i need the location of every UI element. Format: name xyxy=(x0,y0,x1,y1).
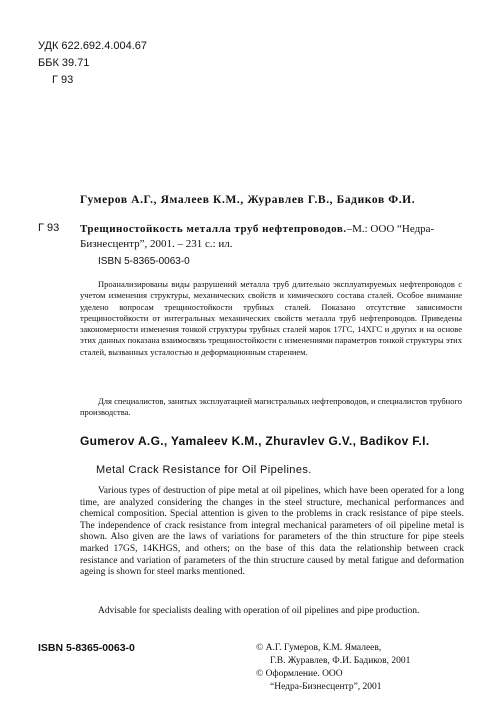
copyright-design: © Оформление. ООО xyxy=(256,669,343,679)
bbk-code: ББК 39.71 xyxy=(38,57,90,69)
russian-title-block xyxy=(80,222,462,252)
copyright-authors-cont: Г.В. Журавлев, Ф.И. Бадиков, 2001 xyxy=(270,656,411,666)
russian-authors: Гумеров А.Г., Ямалеев К.М., Журавлев Г.В., Бадиков Ф.И. xyxy=(80,194,416,206)
copyright-publisher: “Недра-Бизнесцентр”, 2001 xyxy=(270,682,382,692)
footer-isbn: ISBN 5-8365-0063-0 xyxy=(38,642,135,654)
english-title: Metal Crack Resistance for Oil Pipelines. xyxy=(96,464,312,476)
author-mark: Г 93 xyxy=(38,222,60,234)
russian-audience: Для специалистов, занятых эксплуатацией магистральных нефтепроводов, и специалистов трубного производства. xyxy=(80,396,462,418)
copyright-authors: © А.Г. Гумеров, К.М. Ямалеев, xyxy=(256,643,382,653)
russian-isbn: ISBN 5-8365-0063-0 xyxy=(98,256,190,267)
english-abstract: Various types of destruction of pipe metal at oil pipelines, which have been operated for a long time, are analyzed considering the changes in the steel structure, mechanical performances and chemical composition. Special attention is given to the problems in crack resistance of pipe steels. The independence of crack resistance from integral mechanical parameters of oil pipeline metal is shown. Also given are the laws of variations for parameters of the thin structure for pipe steels marked 17GS, 14KHGS, and others; on the base of this data the relationship between crack resistance and variation of parameters of the thin structure caused by metal fatigue and deformation ageing is shown for steel marks mentioned. xyxy=(80,486,464,578)
russian-title: Трещиностойкость металла труб нефтепроводов. xyxy=(80,223,347,235)
udk-code: УДК 622.692.4.004.67 xyxy=(38,40,148,52)
english-authors: Gumerov A.G., Yamaleev K.M., Zhuravlev G.V., Badikov F.I. xyxy=(80,434,430,448)
russian-publication: –М.: ООО “Недра-Бизнесцентр”, 2001. – 231 с.: ил. xyxy=(80,223,435,250)
english-audience: Advisable for specialists dealing with operation of oil pipelines and pipe production. xyxy=(98,606,420,616)
russian-abstract: Проанализированы виды разрушений металла труб длительно эксплуатируемых нефтепроводов с учетом изменения структуры, механических свойств и химического состава сталей. Особое внимание уделено вопросам трещиностойкости трубных сталей. Показано отсутствие зависимости трещиностойкости от интегральных механических свойств металла труб нефтепроводов. Приведены закономерности изменения тонкой структуры трубных сталей марок 17ГС, 14ХГС и других и на основе этих данных показана взаимосвязь трещиностойкости с изменениями параметров тонкой структуры этих сталей, вызванных усталостью и деформационным старением. xyxy=(80,279,462,357)
classification-codes xyxy=(38,38,147,89)
author-mark-code: Г 93 xyxy=(52,74,74,86)
copyright-block xyxy=(256,642,476,694)
